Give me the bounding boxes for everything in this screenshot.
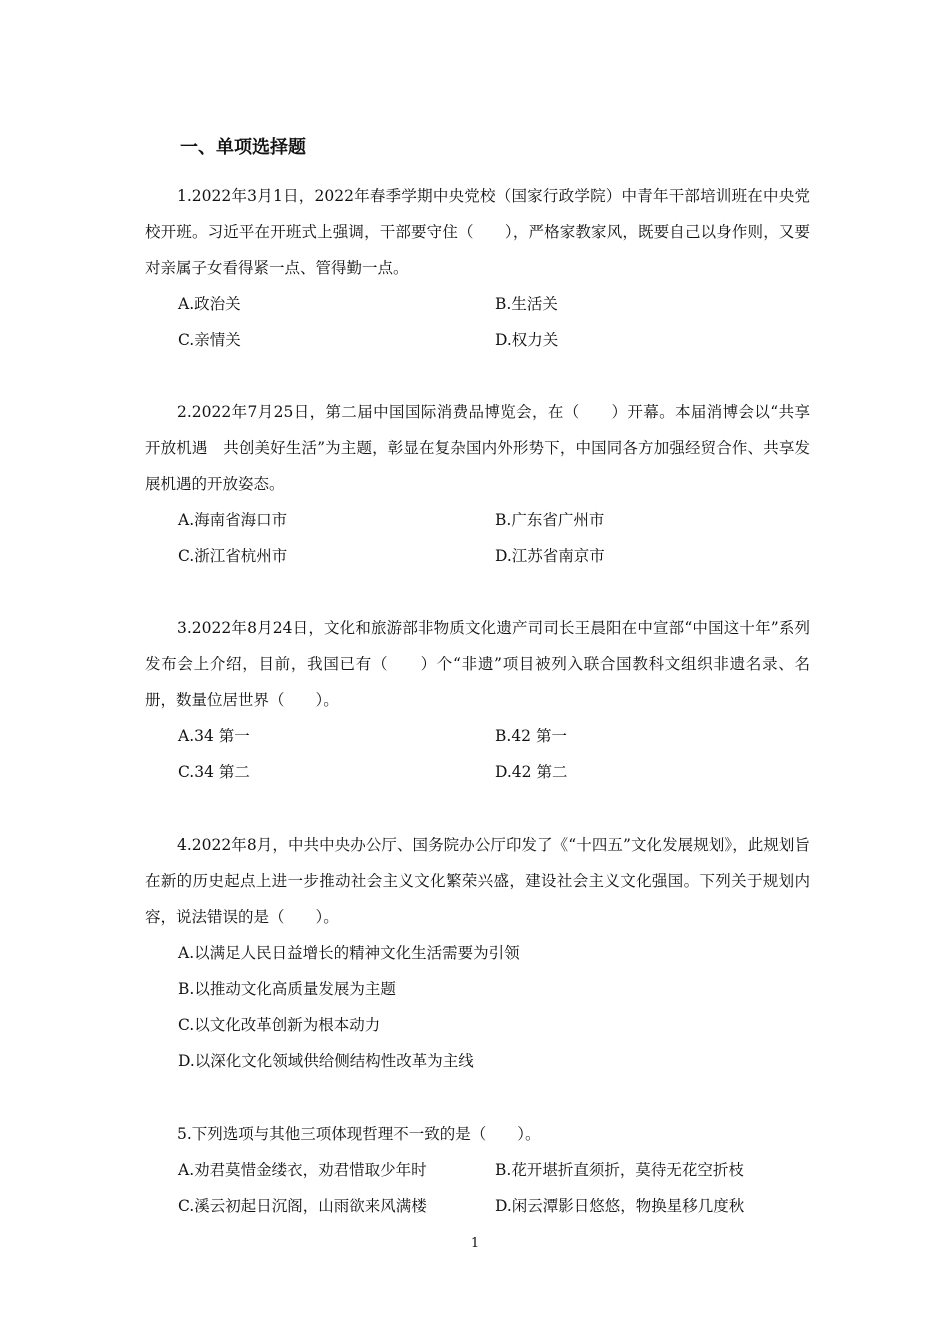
option-a: A.以满足人民日益增长的精神文化生活需要为引领 <box>178 944 520 962</box>
option-b: B.42 第一 <box>495 727 567 745</box>
option-a: A.劝君莫惜金缕衣，劝君惜取少年时 <box>178 1161 427 1179</box>
question-4 <box>145 827 810 935</box>
question-2-options <box>178 502 818 574</box>
option-c: C.以文化改革创新为根本动力 <box>178 1016 381 1034</box>
question-stem: 2.2022年7月25日，第二届中国国际消费品博览会，在（ ）开幕。本届消博会以“共享开放机遇 共创美好生活”为主题，彰显在复杂国内外形势下，中国同各方加强经贸合作、共享发展机遇的开放姿态。 <box>145 403 810 493</box>
option-b: B.生活关 <box>495 295 558 313</box>
question-5-options <box>178 1152 818 1224</box>
option-b: B.花开堪折直须折，莫待无花空折枝 <box>495 1161 744 1179</box>
question-stem: 5.下列选项与其他三项体现哲理不一致的是（ ）。 <box>177 1125 541 1143</box>
option-b: B.广东省广州市 <box>495 511 605 529</box>
option-d: D.闲云潭影日悠悠，物换星移几度秋 <box>495 1197 745 1215</box>
page-number: 1 <box>470 1236 480 1251</box>
option-a: A.政治关 <box>178 295 241 313</box>
question-stem: 3.2022年8月24日，文化和旅游部非物质文化遗产司司长王晨阳在中宣部“中国这十年”系列发布会上介绍，目前，我国已有（ ）个“非遗”项目被列入联合国教科文组织非遗名录、名册，数量位居世界（ ）。 <box>145 619 810 709</box>
question-1 <box>145 178 810 286</box>
question-1-options <box>178 286 818 358</box>
option-d: D.江苏省南京市 <box>495 547 605 565</box>
option-a: A.海南省海口市 <box>178 511 288 529</box>
option-a: A.34 第一 <box>178 727 250 745</box>
option-d: D.权力关 <box>495 331 559 349</box>
question-2 <box>145 394 810 502</box>
question-stem: 4.2022年8月，中共中央办公厅、国务院办公厅印发了《“十四五”文化发展规划》，此规划旨在新的历史起点上进一步推动社会主义文化繁荣兴盛，建设社会主义文化强国。下列关于规划内容，说法错误的是（ ）。 <box>145 836 810 926</box>
option-b: B.以推动文化高质量发展为主题 <box>178 980 396 998</box>
option-c: C.亲情关 <box>178 331 241 349</box>
question-5 <box>145 1116 810 1152</box>
option-c: C.溪云初起日沉阁，山雨欲来风满楼 <box>178 1197 427 1215</box>
option-d: D.以深化文化领域供给侧结构性改革为主线 <box>178 1052 474 1070</box>
option-d: D.42 第二 <box>495 763 568 781</box>
option-c: C.浙江省杭州市 <box>178 547 288 565</box>
question-4-options <box>178 935 818 1079</box>
question-3-options <box>178 718 818 790</box>
section-title: 一、单项选择题 <box>180 137 306 158</box>
question-3 <box>145 610 810 718</box>
option-c: C.34 第二 <box>178 763 250 781</box>
question-stem: 1.2022年3月1日，2022年春季学期中央党校（国家行政学院）中青年干部培训班在中央党校开班。习近平在开班式上强调，干部要守住（ ），严格家教家风，既要自己以身作则，又要对亲属子女看得紧一点、管得勤一点。 <box>145 187 810 277</box>
